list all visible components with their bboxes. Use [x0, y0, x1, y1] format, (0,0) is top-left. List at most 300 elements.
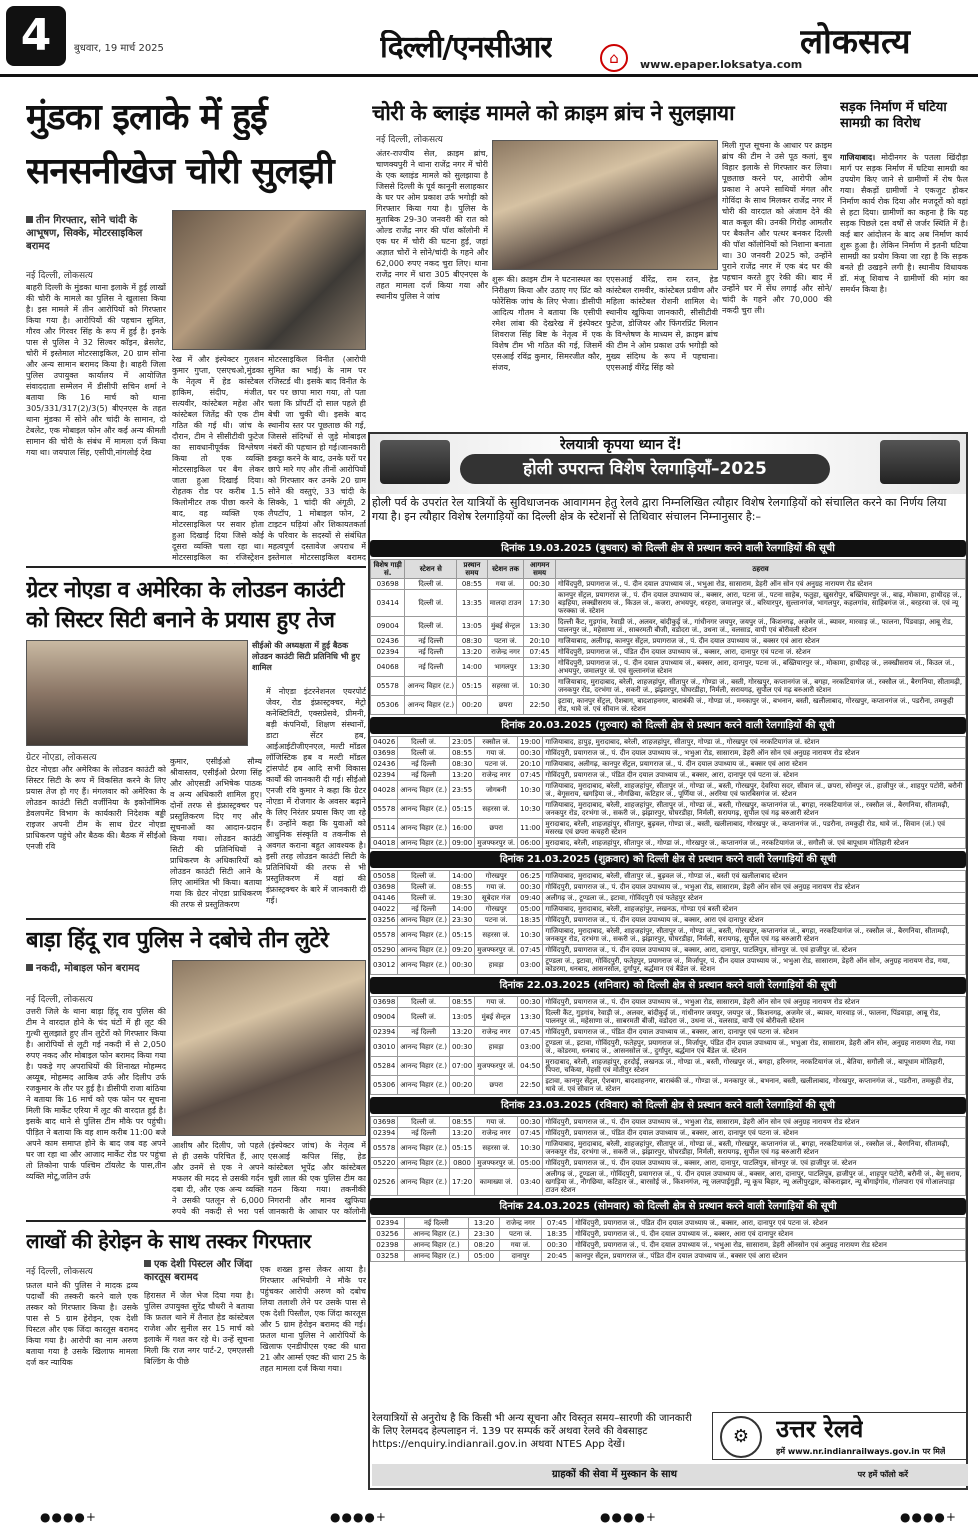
- table-cell: गाजियाबाद, मुरादाबाद, बरेली, सीतापुर जं., बुढ़वल जं., गोण्डा जं., बस्ती एवं खलीलाबाद स्टेशन: [543, 871, 966, 882]
- table-cell: नई दिल्ली: [398, 1128, 450, 1139]
- table-cell: छपरा: [475, 1076, 518, 1095]
- table-cell: 10:30: [518, 800, 543, 819]
- table-cell: आनन्द विहार (ट.): [398, 1158, 450, 1169]
- timetable-table: [370, 996, 966, 1095]
- table-cell: 08:55: [449, 997, 474, 1008]
- table-cell: 00:30: [518, 1117, 543, 1128]
- headline-robbers: बाड़ा हिंदू राव पुलिस ने दबोचे तीन लुटेरे: [26, 928, 329, 953]
- table-cell: 13:05: [449, 1008, 474, 1027]
- table-cell: 09:40: [518, 893, 543, 904]
- table-row: [371, 956, 966, 975]
- text-heroin-col3: एक शख्स ड्रग्स लेकर आया है। गिरफ्तार अभियोगी ने मौके पर पहुंचकर आरोपी अरुण को दबोच लिया तलाशी लेने पर उसके पास से एक देशी पिस्तौल, एक जिंदा कारतूस और 5 ग्राम हेरोइन बरामद की गई। फ़तल थाना पुलिस ने आरोपियों के खिलाफ एनडीपीएस एक्ट की धारा 21 और आर्म्स एक्ट की धारा 25 के तहत मामला दर्ज किया गया।: [260, 1265, 366, 1373]
- table-cell: गोविंदपुरी, प्रयागराज जं., पंडित दीन दयाल उपाध्याय जं., बक्सर, आरा, दानापुर एवं पटना जं. स्टेशन: [555, 647, 965, 658]
- table-cell: नई दिल्ली: [398, 770, 450, 781]
- table-cell: 05:15: [449, 926, 474, 945]
- table-cell: राजेन्द्र नगर: [475, 770, 518, 781]
- table-cell: आनन्द विहार (ट.): [398, 1038, 450, 1057]
- table-cell: 07:45: [518, 945, 543, 956]
- text-cb-col3: एएसआई वीरेंद्र, राम रतन, हेड कांस्टेबल रामवीर, कांस्टेबल प्रवीण और महिला कांस्टेबल रोशनी शामिल थे।स्थानीय खुफिया जानकारी, सीसीटीवी फुटेज, डोजियर और फिंगरप्रिंट मिलान के विश्लेषण के माध्यम से, क्राइम ब्रांच की टीम ने ओम प्रकाश उर्फ भगोड़ी को मुख्य संदिग्ध के रूप में पहचाना।एएसआई वीरेंद्र सिंह को: [606, 275, 718, 372]
- service-tagline: [372, 1464, 968, 1486]
- table-cell: 05578: [371, 926, 398, 945]
- table-cell: 14:00: [449, 904, 474, 915]
- table-cell: सूबेदार गंज: [475, 893, 518, 904]
- table-cell: 00:30: [518, 882, 543, 893]
- table-cell: गाजियाबाद, अलीगढ़, कानपुर सेंट्रल, प्रयागराज जं., पं. दीन दयाल उपाध्याय जं., बक्सर एवं आरा स्टेशन: [543, 759, 966, 770]
- table-cell: आनन्द विहार (ट.): [398, 800, 450, 819]
- table-cell: 05306: [371, 696, 405, 715]
- column-header: प्रस्थान समय: [457, 560, 488, 579]
- table-cell: आनन्द विहार (ट.): [398, 838, 450, 849]
- table-row: [371, 1128, 966, 1139]
- table-row: [371, 1076, 966, 1095]
- table-cell: नई दिल्ली: [398, 759, 450, 770]
- table-cell: कानपुर सेंट्रल, प्रयागराज जं., पं. दीन दयाल उपाध्याय जं., बक्सर, आरा, पटना जं., पटना साहेब, फतुहा, खुसरोपुर, बख्तियारपुर जं., बाढ़, मोकामा, हाथीदह जं., बड़हिया, लक्खीसराय जं., किउल जं., कजरा, अभयपुर, धरहरा, जमालपुर जं., बरियारपुर, सुल्तानगंज, भागलपुर, कहलगांव, साहिबगंज जं., बरहरवा जं. एवं न्यू फरक्का जं. स्टेशन: [555, 590, 965, 617]
- issue-date: बुधवार, 19 मार्च 2025: [74, 43, 164, 54]
- table-cell: 04026: [371, 737, 398, 748]
- table-cell: 05058: [371, 871, 398, 882]
- page-number: 4: [6, 6, 66, 66]
- table-row: [371, 1038, 966, 1057]
- table-cell: दिल्ली जं.: [405, 617, 457, 636]
- table-row: [371, 1251, 966, 1262]
- table-cell: 22:50: [524, 696, 556, 715]
- table-cell: हावड़ा: [475, 1038, 518, 1057]
- table-cell: अलीगढ़ जं., टूण्डला जं., गोविंदपुरी, प्रयागराज जं., पं. दीन दयाल उपाध्याय जं., बक्सर, आरा, दानापुर, पाटलिपुत्र, हाजीपुर जं., शाहपुर पटोरी, बरौनी जं., बेगू सराय, खगड़िया जं., नौगछिया, कटिहार जं., बारसोई जं., किशनगंज, न्यू जलपाईगुड़ी, न्यू कूच बिहार, न्यू अलीपुरद्वार, कोकराझार, न्यू बोंगाईगांव, गोलपारा एवं गोआलपाड़ा टाउन स्टेशन: [543, 1169, 966, 1196]
- table-cell: 05290: [371, 945, 398, 956]
- table-cell: टूण्डला जं., इटावा, गोविंदपुरी, फतेहपुर, प्रयागराज जं., मिर्जापुर, पं. दीन दयाल उपाध्याय जं., भभुआ रोड, सासाराम, डेहरी ऑन सोन, अनुग्रह नारायण रोड, गया, कोडरमा, धनबाद, आसनसोल, दुर्गापुर, बर्द्धमान एवं बैंडेल जं. स्टेशन: [543, 956, 966, 975]
- table-cell: 05:15: [449, 800, 474, 819]
- table-cell: 09004: [371, 1008, 398, 1027]
- table-cell: आनन्द विहार (ट.): [398, 915, 450, 926]
- table-row: [371, 737, 966, 748]
- table-cell: गया जं.: [487, 579, 524, 590]
- table-cell: हावड़ा: [475, 956, 518, 975]
- table-cell: 18:35: [541, 1229, 572, 1240]
- table-row: [371, 1139, 966, 1158]
- registration-marks-right: ●●●●+: [900, 1510, 957, 1524]
- table-cell: आनन्द विहार (ट.): [398, 926, 450, 945]
- text-robbers-col3: (इंस्पेक्टर जांच) के नेतृत्व में एसआई कपिल सिंह, हेड कांस्टेबल भूपेंद्र और कांस्टेबल चुन्नी लाल की एक पुलिस टीम का गठन किया गया। तकनीकी निगरानी और मानव खुफिया जानकारी के आधार पर कॉलोनी: [268, 1141, 366, 1216]
- table-cell: गोविंदपुरी, प्रयागराज जं., पं. दीन दयाल उपाध्याय जं., बक्सर, आरा, दानापुर, पाटलिपुत्र, सोनपुर जं. एवं हाजीपुर जं. स्टेशन: [543, 1158, 966, 1169]
- text-cb-col2: शुरू की। क्राइम टीम ने घटनास्थल का निरीक्षण किया और उठाए गए प्रिंट को फोरेंसिक जांच के लिए भेजा। डीसीपी आदित्य गौतम ने बताया कि एसीपी रमेश लांबा की देखरेख में इंस्पेक्टर शिवराज सिंह बिष्ट के नेतृत्व में एक विशेष टीम भी गठित की गई, जिसमें एसआई रविंद्र कुमार, सिमरजीत कौर, संजय,: [492, 275, 602, 372]
- table-cell: दिल्ली कैंट, गुड़गांव, रेवाड़ी जं., अलवर, बांदीकुई जं., गांधीनगर जयपुर, जयपुर जं., किशनगढ़, अजमेर जं., ब्यावर, मारवाड़ जं., फालना, पिंडवाड़ा, आबू रोड, पालनपुर जं., महेसाणा जं., साबरमती बीजी, वडोदरा जं., उधना जं., वलसाड, वापी एवं बोरीवली स्टेशन: [543, 1008, 966, 1027]
- table-cell: 03:40: [518, 1169, 543, 1196]
- table-cell: 07:45: [518, 1128, 543, 1139]
- table-row: [371, 871, 966, 882]
- table-cell: गाजियाबाद, हापुड़, मुरादाबाद, बरेली, शाहजहांपुर, सीतापुर, गोण्डा जं., गोरखपुर एवं नरकटियागंज जं. स्टेशन: [543, 737, 966, 748]
- table-cell: गोविंदपुरी, प्रयागराज जं., पं. दीन दयाल उपाध्याय जं., बक्सर, आरा एवं दानापुर स्टेशन: [573, 1229, 966, 1240]
- table-cell: 23:55: [449, 781, 474, 800]
- table-cell: दिल्ली जं.: [398, 997, 450, 1008]
- timetable-table: [370, 559, 966, 715]
- table-cell: आनन्द विहार (ट.): [405, 696, 457, 715]
- site-url[interactable]: www.epaper.loksatya.com: [640, 58, 803, 71]
- table-cell: 10:30: [518, 926, 543, 945]
- table-cell: दिल्ली जं.: [398, 1117, 450, 1128]
- table-cell: राजेन्द्र नगर: [475, 1128, 518, 1139]
- table-cell: 08:20: [468, 1240, 499, 1251]
- table-cell: गाजियाबाद, मुरादाबाद, बरेली, शाहजहांपुर, सीतापुर जं., गोण्डा जं., बस्ती, गोरखपुर, कप्तानगंज जं., बगहा, नरकटियागंज जं., रक्सौल जं., बैरगनिया, सीतामढ़ी, जनकपुर रोड, दरभंगा जं., सकरी जं., झंझारपुर, घोघरडीहा, निर्मली, सरायगढ़, सुपौल एवं गढ़ बरुआरी स्टेशन: [543, 926, 966, 945]
- railway-intro: होली पर्व के उपरांत रेल यात्रियों के सुविधाजनक आवागमन हेतु रेलवे द्वारा निम्नलिखित त्यौहार विशेष रेलगाड़ियों को संचालित करने का निर्णय लिया गया है। इन त्यौहार विशेष रेलगाड़ियों का दिल्ली क्षेत्र के स्टेशनों से तिथिवार संचालन निम्नानुसार है:–: [372, 496, 947, 523]
- table-cell: 00:30: [449, 1038, 474, 1057]
- table-cell: 08:55: [449, 882, 474, 893]
- table-cell: दिल्ली जं.: [398, 737, 450, 748]
- table-cell: 18:35: [518, 915, 543, 926]
- table-cell: गोरखपुर: [475, 904, 518, 915]
- photo-robbers-arrest: [172, 960, 366, 1136]
- table-cell: 10:30: [518, 781, 543, 800]
- day-header: दिनांक 19.03.2025 (बुधवार) को दिल्ली क्षेत्र से प्रस्थान करने वाली रेलगाड़ियों की सूची: [370, 540, 966, 557]
- table-cell: 03698: [371, 997, 398, 1008]
- table-cell: 13:30: [524, 658, 556, 677]
- table-row: [371, 915, 966, 926]
- column-header: ठहराव: [555, 560, 965, 579]
- table-cell: 23:05: [449, 737, 474, 748]
- table-cell: 20:45: [541, 1251, 572, 1262]
- table-cell: छपरा: [487, 696, 524, 715]
- table-cell: नई दिल्ली: [398, 904, 450, 915]
- table-cell: 08:55: [457, 579, 488, 590]
- text-noida-col3: में नोएडा इंटरनेशनल एयरपोर्ट जेवर, रोड इंफ्रास्ट्रक्चर, मेट्रो कनेक्टिविटी, एक्सप्रेसवे, प्रीमनी, बड़ी कंपनियों, शिक्षण संस्थानों, डाटा सेंटर हब, आईआईटीजीएनएल, मल्टी मॉडल लॉजिस्टिक हब व मल्टी मॉडल ट्रांसपोर्ट हब आदि सभी विकास कार्यों की जानकारी दी गई। सीईओ एनजी रवि कुमार ने कहा कि ग्रेटर नोएडा में रोजगार के अवसर बढ़ाने के लिए निरंतर प्रयास किए जा रहे हैं। उन्होंने कहा कि युवाओं को आधुनिक संस्कृति व तकनीक से अवगत कराना बहुत आवश्यक है। इसी तरह लोउडन काउंटी सिटी के प्रतिनिधियों की तरफ से भी प्रस्तुतिकरण में वहां की इंफ्रास्ट्रक्चर के बारे में जानकारी दी गई।: [266, 687, 366, 905]
- table-cell: दानापुर: [500, 1251, 542, 1262]
- table-row: [371, 1117, 966, 1128]
- table-row: [371, 696, 966, 715]
- column-header: स्टेशन से: [405, 560, 457, 579]
- text-cb-col1: अंतर-राज्यीय सेल, क्राइम ब्रांच, चाणक्यपुरी ने थाना राजेंद्र नगर में चोरी के एक ब्लाइंड मामले को सुलझाया है जिससे दिल्ली के पूर्व कानूनी सलाहकार के घर पर ओम प्रकाश उर्फ भगोड़ी को गिरफ्तार किया गया है। पुलिस के मुताबिक 29-30 जनवरी की रात को ओल्ड राजेंद्र नगर की पॉश कॉलोनी में एक घर में चोरी की घटना हुई, जहां अज्ञात चोरों ने सोने/चांदी के गहने और 62,000 रुपए नकद चुरा लिए। थाना राजेंद्र नगर में धारा 305 बीएनएस के तहत मामला दर्ज किया गया और स्थानीय पुलिस ने जांच: [376, 149, 488, 301]
- headline-crime-branch: चोरी के ब्लाइंड मामले को क्राइम ब्रांच ने सुलझाया: [372, 101, 735, 125]
- table-cell: 05:00: [518, 1158, 543, 1169]
- photo-arrested-accused: [492, 140, 718, 270]
- table-cell: 02394: [371, 1128, 398, 1139]
- table-cell: 13:35: [457, 590, 488, 617]
- table-cell: राजेन्द्र नगर: [500, 1218, 542, 1229]
- registration-marks-mid2: ●●●●+: [600, 1510, 657, 1524]
- table-cell: 02394: [371, 770, 398, 781]
- table-cell: 04022: [371, 904, 398, 915]
- table-cell: मुरादाबाद, बरेली, शाहजहांपुर, सीतापुर जं., गोण्डा जं., गोरखपुर जं., कप्तानगंज जं., नरकटियागंज जं., सगौली जं. एवं बापूधाम मोतिहारी स्टेशन: [543, 838, 966, 849]
- table-cell: 07:45: [541, 1218, 572, 1229]
- text-heroin-col2: हिरासत में जेल भेज दिया गया है। पुलिस उपायुक्त सुरेंद्र चौधरी ने बताया कि फ़तल थाने में तैनात हेड कांस्टेबल राजेश और सुनील सर 15 मार्च को इलाके में गश्त कर रहे थे। उन्हें सूचना मिली कि राज नगर पार्ट-2, एमएलसी बिल्डिंग के पीछे: [144, 1291, 254, 1366]
- table-row: [371, 882, 966, 893]
- table-cell: 04068: [371, 658, 405, 677]
- table-cell: जोगबनी: [475, 781, 518, 800]
- table-row: [371, 617, 966, 636]
- table-row: [371, 893, 966, 904]
- table-cell: मुजफ्फरपुर जं.: [475, 838, 518, 849]
- table-cell: 23:30: [449, 915, 474, 926]
- table-cell: गोविंदपुरी, प्रयागराज जं., पं. दीन दयाल उपाध्याय जं., बक्सर, आरा एवं दानापुर स्टेशन: [543, 915, 966, 926]
- divider-1: [26, 566, 366, 568]
- nr-title: उत्तर रेलवे: [776, 1414, 864, 1443]
- table-cell: 07:00: [449, 1057, 474, 1076]
- text-noida-col1: ग्रेटर नोएडा और अमेरिका के लोउडन काउंटी को सिस्टर सिटी के रूप में विकसित करने के लिए प्रयास तेज हो गए हैं। मंगलवार को अमेरिका के लोउडन काउंटी सिटी वर्जीनिया के इकोनॉमिक डेवलपमेंट विभाग के कार्यकारी निदेशक बड्डी राइजर अपनी टीम के साथ ग्रेटर नोएडा प्राधिकरण पहुंचे और बैठक की। बैठक में सीईओ एनजी रवि: [26, 765, 166, 851]
- railway-notice-top: रेलयात्री कृपया ध्यान दें!: [560, 437, 682, 453]
- table-cell: 03698: [371, 579, 405, 590]
- day-header: दिनांक 22.03.2025 (शनिवार) को दिल्ली क्षेत्र से प्रस्थान करने वाली रेलगाड़ियों की सूची: [370, 977, 966, 994]
- table-cell: भागलपुर: [487, 658, 524, 677]
- table-cell: 00:30: [541, 1240, 572, 1251]
- table-cell: दिल्ली जं.: [405, 579, 457, 590]
- table-cell: 03698: [371, 882, 398, 893]
- table-cell: गोरखपुर: [475, 871, 518, 882]
- table-cell: 09:20: [449, 945, 474, 956]
- table-cell: 19:00: [518, 737, 543, 748]
- table-cell: 22:50: [518, 1076, 543, 1095]
- table-cell: मालदा टाउन: [487, 590, 524, 617]
- text-mundka-col3: मोटरसाइकिल विनीत (आरोपी सुमित का भाई) के नाम पर रजिस्टर्ड थी। इसके बाद विनीत के घर पर छापा मारा गया, तो पता चला कि प्रॉपर्टी दो साल पहले ही बेची जा चुकी थी। इसके बाद स्थानीय स्तर पर पूछताछ की गई, जिससे संदिग्धों से जुड़े मोबाइल नंबरों की पहचान हो गई।जानकारी इकट्ठा करने के बाद, उनके घरों पर छापे मारे गए और तीनों आरोपियों को गिरफ्तार कर उनके 20 ग्राम सोने की वस्तुएं, 33 चांदी के सिक्के, 1 चांदी की अंगूठी, 2 लैपटॉप, 1 मोबाइल फोन, 2 टाइटन घड़ियां और शिकायतकर्ता के परिवार के सदस्यों से संबंधित महत्वपूर्ण दस्तावेज अपराध में इस्तेमाल मोटरसाइकिल बरामद: [268, 355, 366, 562]
- table-cell: 10:30: [518, 1139, 543, 1158]
- table-row: [371, 1218, 966, 1229]
- table-cell: दिल्ली जं.: [398, 893, 450, 904]
- table-row: [371, 926, 966, 945]
- table-cell: 20:10: [524, 636, 556, 647]
- timetable-table: [370, 870, 966, 975]
- table-cell: 02526: [371, 1169, 398, 1196]
- table-cell: 05:00: [518, 904, 543, 915]
- day-header: दिनांक 24.03.2025 (सोमवार) को दिल्ली क्षेत्र से प्रस्थान करने वाली रेलगाड़ियों की सूची: [370, 1198, 966, 1215]
- table-cell: 14:00: [449, 871, 474, 882]
- column-header: स्टेशन तक: [487, 560, 524, 579]
- table-cell: 00:30: [449, 956, 474, 975]
- table-cell: 00:30: [524, 579, 556, 590]
- table-cell: दिल्ली जं.: [405, 590, 457, 617]
- table-cell: 03256: [371, 915, 398, 926]
- table-cell: 00:20: [449, 1076, 474, 1095]
- table-cell: 13:20: [449, 770, 474, 781]
- table-cell: 07:45: [518, 770, 543, 781]
- social-follow: पर हमें फॉलो करें: [857, 1470, 908, 1479]
- table-cell: गाजियाबाद, मुरादाबाद, बरेली, शाहजहांपुर, सीतापुर जं., गोण्डा जं., बस्ती, गोरखपुर, कप्तानगंज जं., बगहा, नरकटियागंज जं., रक्सौल जं., बैरगनिया, सीतामढ़ी, जनकपुर रोड, दरभंगा जं., सकरी जं., झंझारपुर, घोघरडीहा, निर्मली, सरायगढ़, सुपौल एवं गढ़ बरुआरी स्टेशन: [543, 1139, 966, 1158]
- table-cell: आनन्द विहार (ट.): [404, 1229, 468, 1240]
- table-row: [371, 636, 966, 647]
- table-row: [371, 1008, 966, 1027]
- table-cell: मुजफ्फरपुर जं.: [475, 945, 518, 956]
- text-mundka-col2: रेख में और इंस्पेक्टर गुलशन कुमार गुप्ता, एसएचओ,मुंडका के नेतृत्व में हेड कांस्टेबल हाकिम, संदीप, मंजीत, सत्यवीर, कांस्टेबल महेश और कांस्टेबल जितेंद्र की एक टीम गठित की गई थी। जांच के दौरान, टीम ने सीसीटीवी फुटेज का सावधानीपूर्वक विश्लेषण किया तो एक व्यक्ति मोटरसाइकिल पर बैग लेकर जाता हुआ दिखाई दिया। रोहतक रोड पर करीब 1.5 किलोमीटर तक पीछा करने के बाद, वह व्यक्ति एक मोटरसाइकिल पर सवार होता हुआ दिखाई दिया जिसे कोई दूसरा व्यक्ति चला रहा था।मोटरसाइकिल का रजिस्ट्रेशन: [172, 355, 264, 562]
- table-cell: नई दिल्ली: [398, 1027, 450, 1038]
- table-row: [371, 800, 966, 819]
- table-cell: 03012: [371, 956, 398, 975]
- road-dateline: गाजियाबाद।: [840, 153, 876, 162]
- subhead-heroin: एक देशी पिस्टल और जिंदा कारतूस बरामद: [144, 1259, 253, 1283]
- byline-noida: ग्रेटर नोएडा, लोकसत्य: [26, 753, 97, 763]
- table-cell: गोविंदपुरी, प्रयागराज जं., पं. दीन दयाल उपाध्याय जं., भभुआ रोड, सासाराम, डेहरी ऑन सोन एवं अनुग्रह नारायण रोड स्टेशन: [543, 882, 966, 893]
- table-cell: 13:05: [457, 617, 488, 636]
- table-row: [371, 838, 966, 849]
- table-cell: दिल्ली जं.: [398, 1008, 450, 1027]
- table-cell: 03698: [371, 1117, 398, 1128]
- table-cell: राजेन्द्र नगर: [475, 1027, 518, 1038]
- table-cell: टूण्डला जं., इटावा, गोविंदपुरी, फतेहपुर, प्रयागराज जं., मिर्जापुर, पंडित दीन दयाल उपाध्याय जं., भभुआ रोड, सासाराम, डेहरी ऑन सोन, अनुग्रह नारायण रोड, गया जं., कोडरमा, धनबाद जं., आसनसोल जं., दुर्गापुर, बर्द्धमान एवं बैंडेल जं. स्टेशन: [543, 1038, 966, 1057]
- home-icon: ⌂: [600, 44, 628, 72]
- table-cell: गोविंदपुरी, प्रयागराज जं., पं. दीन दयाल उपाध्याय जं., भभुआ रोड, सासाराम, डेहरी ऑन सोन एवं अनुग्रह नारायण रोड स्टेशन: [543, 1117, 966, 1128]
- table-cell: गोविंदपुरी, प्रयागराज जं., पं. दीन दयाल उपाध्याय जं., बक्सर, आरा, दानापुर, पटना जं., बख्तियारपुर जं., मोकामा, हाथीदह जं., लक्खीसराय जं., किउल जं., अभयपुर, जमालपुर जं. एवं सुल्तानगंज स्टेशन: [555, 658, 965, 677]
- nr-emblem-icon: ⚙: [720, 1416, 762, 1458]
- table-cell: पटना जं.: [487, 636, 524, 647]
- table-cell: 11:00: [518, 819, 543, 838]
- table-cell: 10:30: [524, 677, 556, 696]
- table-cell: 04146: [371, 893, 398, 904]
- table-cell: 05578: [371, 1139, 398, 1158]
- table-cell: 08:30: [449, 759, 474, 770]
- table-cell: 09:00: [449, 838, 474, 849]
- table-cell: गोविंदपुरी, प्रयागराज जं., पंडित दीन दयाल उपाध्याय जं., बक्सर, आरा, दानापुर एवं पटना जं. स्टेशन: [543, 770, 966, 781]
- table-cell: 04018: [371, 838, 398, 849]
- table-cell: 13:20: [468, 1218, 499, 1229]
- table-row: [371, 770, 966, 781]
- table-cell: सहरसा जं.: [475, 1139, 518, 1158]
- table-cell: 23:30: [468, 1229, 499, 1240]
- table-cell: रक्सौल जं.: [475, 737, 518, 748]
- table-row: [371, 677, 966, 696]
- masthead-logo: लोकसत्य: [800, 22, 911, 62]
- photo-noida-meeting: [26, 640, 248, 746]
- headline-heroin: लाखों की हेरोइन के साथ तस्कर गिरफ्तार: [26, 1229, 311, 1253]
- table-row: [371, 1158, 966, 1169]
- table-cell: आनन्द विहार (ट.): [398, 1139, 450, 1158]
- table-cell: 05578: [371, 800, 398, 819]
- table-cell: 05306: [371, 1076, 398, 1095]
- day-header: दिनांक 23.03.2025 (रविवार) को दिल्ली क्षेत्र से प्रस्थान करने वाली रेलगाड़ियों की सूची: [370, 1097, 966, 1114]
- table-cell: 17:20: [449, 1169, 474, 1196]
- timetable-table: [370, 736, 966, 849]
- table-cell: गोविंदपुरी, प्रयागराज जं., पंडित दीन दयाल उपाध्याय जं., बक्सर, आरा, दानापुर एवं पटना जं. स्टेशन: [543, 1027, 966, 1038]
- table-cell: सहरसा जं.: [475, 800, 518, 819]
- table-cell: 03010: [371, 1038, 398, 1057]
- table-row: [371, 647, 966, 658]
- table-cell: आनन्द विहार (ट.): [398, 1057, 450, 1076]
- table-cell: मुजफ्फरपुर जं.: [475, 1158, 518, 1169]
- table-cell: नई दिल्ली: [404, 1218, 468, 1229]
- subhead-noida: सीईओ की अध्यक्षता में हुई बैठक लोउडन काउंटी सिटी प्रतिनिधि भी हुए शामिल: [252, 641, 360, 672]
- table-cell: 08:55: [449, 748, 474, 759]
- table-cell: 02436: [371, 759, 398, 770]
- table-cell: गोविंदपुरी, प्रयागराज जं., पं. दीन दयाल उपाध्याय जं., भभुआ रोड, सासाराम, डेहरी ऑन सोन एवं अनुग्रह नारायण रोड स्टेशन: [543, 748, 966, 759]
- text-mundka-col1: बाहरी दिल्ली के मुंडका थाना इलाके में हुई लाखों की चोरी के मामले का पुलिस ने खुलासा किया है। इस मामले में तीन आरोपियों को गिरफ्तार किया गया है। आरोपियों की पहचान सुमित, गौरव और गिरवर सिंह के रूप में हुई है। इनके पास से पुलिस ने 32 सिल्वर कॉइन, ब्रेसलेट, चोरी में इस्तेमाल मोटरसाइकिल, 20 ग्राम सोना और अन्य सामान बरामद किया है। बाहरी जिला पुलिस उपायुक्त कार्यालय में आयोजित संवाददाता सम्मेलन में डीसीपी सचिन शर्मा ने बताया कि 16 मार्च को थाना 305/331/317(2)/3(5) बीएनएस के तहत थाना मुंडका में सोने और चांदी के सामान, दो टेबलेट, एक मोबाइल फोन और कई अन्य कीमती सामान की चोरी के संबंध में मामला दर्ज किया गया था। जयपाल सिंह, एसीपी,नांगलोई देख: [26, 283, 166, 457]
- table-cell: 02436: [371, 636, 405, 647]
- table-cell: आनन्द विहार (ट.): [398, 781, 450, 800]
- table-cell: गोविंदपुरी, प्रयागराज जं., पं. दीन दयाल उपाध्याय जं., भभुआ रोड, सासाराम, डेहरी ऑन सोन एवं अनुग्रह नारायण रोड स्टेशन: [543, 997, 966, 1008]
- table-cell: नई दिल्ली: [405, 636, 457, 647]
- table-cell: 05578: [371, 677, 405, 696]
- table-cell: 13:20: [449, 1027, 474, 1038]
- table-cell: 04028: [371, 781, 398, 800]
- table-cell: गाजियाबाद, मुरादाबाद, बरेली, शाहजहांपुर, सीतापुर जं., गोण्डा जं., बस्ती, गोरखपुर, कप्तानगंज जं., बगहा, नरकटियागंज जं., रक्सौल जं., बैरगनिया, सीतामढ़ी, जनकपुर रोड, दरभंगा जं., सकरी जं., झंझारपुर, घोघरडीहा, निर्मली, सरायगढ़, सुपौल एवं गढ़ बरुआरी स्टेशन: [555, 677, 965, 696]
- table-row: [371, 1057, 966, 1076]
- table-cell: 05114: [371, 819, 398, 838]
- table-cell: आनन्द विहार (ट.): [398, 1169, 450, 1196]
- table-cell: गोविंदपुरी, प्रयागराज जं., पं. दीन दयाल उपाध्याय जं., भभुआ रोड, सासाराम, डेहरी ऑनसोन एवं अनुग्रह नारायण रोड स्टेशन: [573, 1240, 966, 1251]
- headline-mundka-1: मुंडका इलाके में हुई: [26, 97, 267, 138]
- subhead-robbers: नकदी, मोबाइल फोन बरामद: [26, 962, 166, 975]
- byline-crime-branch: नई दिल्ली, लोकसत्य: [376, 135, 443, 145]
- divider-2: [26, 918, 366, 920]
- divider-3: [26, 1220, 366, 1222]
- table-row: [371, 658, 966, 677]
- table-cell: दिल्ली जं.: [398, 748, 450, 759]
- table-cell: सहरसा जं.: [487, 677, 524, 696]
- table-cell: इटावा, कानपुर सेंट्रल, ऐशबाग, बादशाहनगर, बाराबंकी जं., गोण्डा जं., मनकापुर जं., बभनान, बस्ती, खलीलाबाद, गोरखपुर, कप्तानगंज जं., पडरौना, तमकुही रोड, थावे जं. एवं सीवान जं. स्टेशन: [555, 696, 965, 715]
- table-row: [371, 1027, 966, 1038]
- table-cell: 14:00: [457, 658, 488, 677]
- nr-website[interactable]: हमें www.nr.indianrailways.gov.in पर मिलें: [776, 1447, 946, 1456]
- section-title: दिल्ली/एनसीआर: [380, 30, 552, 65]
- table-cell: 05284: [371, 1057, 398, 1076]
- service-tagline-text: ग्राहकों की सेवा में मुस्कान के साथ: [552, 1469, 677, 1480]
- table-cell: 03414: [371, 590, 405, 617]
- table-row: [371, 781, 966, 800]
- text-heroin-col1: फ़तल थाने की पुलिस ने मादक द्रव्य पदार्थों की तस्करी करने वाले एक तस्कर को गिरफ्तार किया है। उसके पास से 5 ग्राम हेरोइन, एक देशी पिस्टल और एक जिंदा कारतूस बरामद किया गया है। आरोपी का नाम अरुण बताया गया है उसके खिलाफ मामला दर्ज कर न्यायिक: [26, 1281, 138, 1367]
- byline-robbers: नई दिल्ली, लोकसत्य: [26, 995, 93, 1005]
- table-cell: छपरा: [475, 819, 518, 838]
- railway-notice-title: होली उपरान्त विशेष रेलगाड़ियाँ–2025: [460, 454, 830, 484]
- table-cell: 04:50: [518, 1057, 543, 1076]
- table-cell: गया जं.: [475, 997, 518, 1008]
- table-cell: 06:00: [518, 838, 543, 849]
- table-cell: गोविंदपुरी, प्रयागराज जं., पंडित दीन दयाल उपाध्याय जं., बक्सर, आरा, दानापुर एवं पटना जं. स्टेशन: [573, 1218, 966, 1229]
- day-header: दिनांक 21.03.2025 (शुक्रवार) को दिल्ली क्षेत्र से प्रस्थान करने वाली रेलगाड़ियों की सूची: [370, 851, 966, 868]
- table-row: [371, 904, 966, 915]
- table-row: [371, 1229, 966, 1240]
- column-header: आगमन समय: [524, 560, 556, 579]
- subhead-mundka: तीन गिरफ्तार, सोने चांदी के आभूषण, सिक्के, मोटरसाइकिल बरामद: [26, 215, 143, 252]
- table-cell: 02394: [371, 647, 405, 658]
- table-cell: 13:30: [524, 617, 556, 636]
- table-cell: मुजफ्फरपुर जं.: [475, 1057, 518, 1076]
- table-cell: राजेन्द्र नगर: [487, 647, 524, 658]
- table-cell: सहरसा जं.: [475, 926, 518, 945]
- photo-police-conference: [172, 210, 366, 350]
- registration-marks-left: ●●●●+: [40, 1510, 97, 1524]
- table-cell: अलीगढ़ जं., टूण्डला जं., इटावा, गोविंदपुरी एवं फतेहपुर स्टेशन: [543, 893, 966, 904]
- railway-footer-note: रेलयात्रियों से अनुरोध है कि किसी भी अन्य सूचना और विस्तृत समय–सारणी की जानकारी के लिए रेलमदद हेल्पलाइन नं. 139 पर सम्पर्क करें अथवा रेलवे की वेबसाइट https://enquiry.indianrail.gov.in अथवा NTES App देखें।: [372, 1413, 692, 1450]
- table-cell: 05:00: [468, 1251, 499, 1262]
- table-cell: पटना जं.: [500, 1229, 542, 1240]
- table-cell: 09004: [371, 617, 405, 636]
- table-cell: दिल्ली जं.: [398, 882, 450, 893]
- table-cell: आनन्द विहार (ट.): [404, 1240, 468, 1251]
- table-cell: नई दिल्ली: [405, 658, 457, 677]
- table-row: [371, 1169, 966, 1196]
- text-cb-col4: मिली गुप्त सूचना के आधार पर क्राइम ब्रांच की टीम ने उसे पूठ कलां, बुध विहार इलाके से गिरफ्तार कर लिया। पूछताछ करने पर, आरोपी ओम प्रकाश ने अपने साथियों मंगल और गोविंदा के साथ मिलकर राजेंद्र नगर में चोरी की वारदात को अंजाम देने की बात कबूल की। उनकी गिरोह आमतौर पर बैकलैन और पत्थर बनकर दिल्ली की पॉश कॉलोनियों को निशाना बनाता था। 30 जनवरी 2025 को, उन्होंने पुराने राजेंद्र नगर में एक बंद घर की पहचान करते हुए रेकी की। बाद में उन्होंने घर में सेंध लगाई और सोने/चांदी के गहने और 70,000 की नकदी चुरा ली।: [722, 141, 832, 315]
- table-cell: दिल्ली जं.: [398, 871, 450, 882]
- table-cell: आनन्द विहार (ट.): [398, 1076, 450, 1095]
- text-noida-col2: कुमार, एसीईओ सौम्य श्रीवास्तव, एसीईओ प्रेरणा सिंह और ओएसडी अभिषेक पाठक व अन्य अधिकारी शामिल हुए। दोनों तरफ से इंफ्रास्ट्रक्चर पर प्रस्तुतिकरण दिए गए और सूचनाओं का आदान-प्रदान किया गया। लोउडन काउंटी सिटी की प्रतिनिधियों ने प्राधिकरण के अधिकारियों को लोउडन काउंटी सिटी आने के लिए आमंत्रित भी किया। बताया गया कि ग्रेटर नोएडा प्राधिकरण की तरफ से प्रस्तुतिकरण: [170, 757, 262, 909]
- table-cell: आनन्द विहार (ट.): [398, 819, 450, 838]
- table-cell: 03698: [371, 748, 398, 759]
- table-row: [371, 759, 966, 770]
- text-road: [840, 152, 968, 428]
- table-cell: 02394: [371, 1027, 398, 1038]
- table-row: [371, 945, 966, 956]
- headline-road: सड़क निर्माण में घटिया सामग्री का विरोध: [840, 100, 947, 131]
- table-cell: गाजियाबाद, मुरादाबाद, बरेली, शाहजहांपुर, सीतापुर जं., गोण्डा जं., बस्ती, गोरखपुर, देवरिया सदर, सीवान जं., छपरा, सोनपुर जं., हाजीपुर जं., शाहपुर पटोरी, बरौनी जं., बेगूसराय, खगड़िया जं., नौगछिया, कटिहार जं., पूर्णिया जं., अररिया एवं फारबिसगंज जं. स्टेशन: [543, 781, 966, 800]
- timetable-table: [370, 1116, 966, 1196]
- table-cell: 00:30: [518, 748, 543, 759]
- table-cell: 08:55: [449, 1117, 474, 1128]
- table-cell: 13:20: [457, 647, 488, 658]
- table-cell: आनन्द विहार (ट.): [404, 1251, 468, 1262]
- table-cell: 03258: [371, 1251, 405, 1262]
- train-icon: [380, 440, 450, 484]
- table-cell: कामाख्या जं.: [475, 1169, 518, 1196]
- headline-noida-1: ग्रेटर नोएडा व अमेरिका के लोउडन काउंटी: [26, 578, 344, 603]
- table-cell: आनन्द विहार (ट.): [398, 956, 450, 975]
- table-cell: आनन्द विहार (ट.): [398, 945, 450, 956]
- table-cell: पटना जं.: [475, 915, 518, 926]
- table-cell: 07:45: [518, 1027, 543, 1038]
- table-cell: 08:30: [457, 636, 488, 647]
- table-cell: 20:10: [518, 759, 543, 770]
